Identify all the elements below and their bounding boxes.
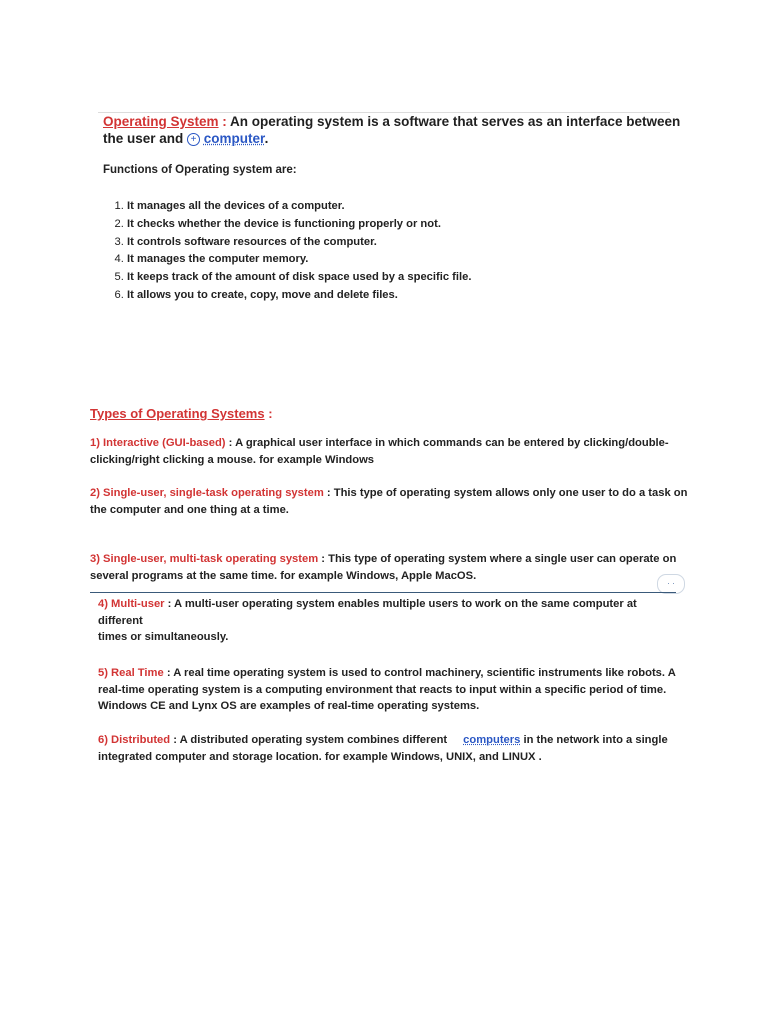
type-description: A multi-user operating system enables multiple users to work on the same computer at different bbox=[98, 598, 637, 627]
heading-end: . bbox=[264, 131, 269, 146]
functions-title: Functions of Operating system are: bbox=[103, 164, 297, 176]
type-description: A distributed operating system combines different bbox=[179, 734, 448, 746]
type-description-continued: the computer and one thing at a time. bbox=[90, 503, 289, 516]
type-separator: : bbox=[323, 487, 334, 499]
operating-system-term: Operating System bbox=[103, 114, 219, 129]
type-multi-user bbox=[98, 596, 678, 646]
list-item: 5. It keeps track of the amount of disk space used by a specific file. bbox=[127, 269, 471, 287]
plus-circle-icon: + bbox=[187, 133, 200, 146]
type-description: This type of operating system where a single user can operate on several programs at the same time. for example Windows, Apple MacOS. bbox=[90, 553, 677, 582]
type-single-user-multi-task bbox=[90, 551, 690, 584]
type-real-time bbox=[98, 665, 678, 715]
type-name: Single-user, single-task operating system bbox=[99, 487, 324, 499]
type-number: 1) bbox=[90, 437, 100, 449]
type-separator: : bbox=[225, 437, 236, 449]
type-description: This type of operating system allows only one user to do a task on bbox=[333, 487, 688, 499]
type-single-user-single-task bbox=[90, 485, 690, 518]
type-description-continued: in the network into a single integrated computer and storage location. for example Windows, UNIX, and LINUX . bbox=[98, 734, 668, 763]
type-separator: : bbox=[164, 598, 175, 610]
list-item: 1. It manages all the devices of a computer. bbox=[127, 198, 471, 216]
list-item: 2. It checks whether the device is functioning properly or not. bbox=[127, 216, 471, 234]
type-separator: : bbox=[170, 734, 180, 746]
type-description-continued: times or simultaneously. bbox=[98, 631, 229, 643]
definition-text: An operating system is a software that serves as an interface between the user and bbox=[103, 114, 681, 146]
computers-link[interactable]: computers bbox=[463, 734, 521, 746]
type-number: 3) bbox=[90, 553, 100, 565]
type-description: A real time operating system is used to control machinery, scientific instruments like robots. A real-time operating system is a computing environment that reacts to input within a specific period of time. Windows CE and Lynx OS are examples of real-time operating systems. bbox=[98, 667, 676, 712]
more-dots-icon[interactable]: · · bbox=[657, 574, 685, 594]
type-name: Interactive (GUI-based) bbox=[99, 437, 226, 449]
type-separator: : bbox=[163, 667, 174, 679]
type-separator: : bbox=[318, 553, 329, 565]
computer-link[interactable]: computer bbox=[203, 131, 265, 146]
type-name: Real Time bbox=[107, 667, 164, 679]
type-number: 5) bbox=[98, 667, 108, 679]
list-item: 3. It controls software resources of the computer. bbox=[127, 234, 471, 252]
list-item: 4. It manages the computer memory. bbox=[127, 251, 471, 269]
types-title bbox=[90, 406, 273, 421]
heading-separator: : bbox=[218, 114, 231, 129]
definition-heading bbox=[103, 113, 683, 147]
type-name: Single-user, multi-task operating system bbox=[99, 553, 319, 565]
type-description: A graphical user interface in which commands can be entered by clicking/double-clicking/right clicking a mouse. for example Windows bbox=[90, 437, 669, 466]
type-number: 4) bbox=[98, 598, 108, 610]
type-interactive bbox=[90, 435, 690, 468]
type-distributed bbox=[98, 732, 678, 765]
type-number: 2) bbox=[90, 487, 100, 499]
type-number: 6) bbox=[98, 734, 108, 746]
list-item: 6. It allows you to create, copy, move and delete files. bbox=[127, 287, 471, 305]
type-name: Multi-user bbox=[107, 598, 165, 610]
type-name: Distributed bbox=[107, 734, 171, 746]
functions-list bbox=[103, 198, 471, 305]
types-title-text: Types of Operating Systems bbox=[90, 406, 265, 421]
section-divider bbox=[90, 592, 676, 593]
types-title-separator: : bbox=[264, 406, 273, 421]
